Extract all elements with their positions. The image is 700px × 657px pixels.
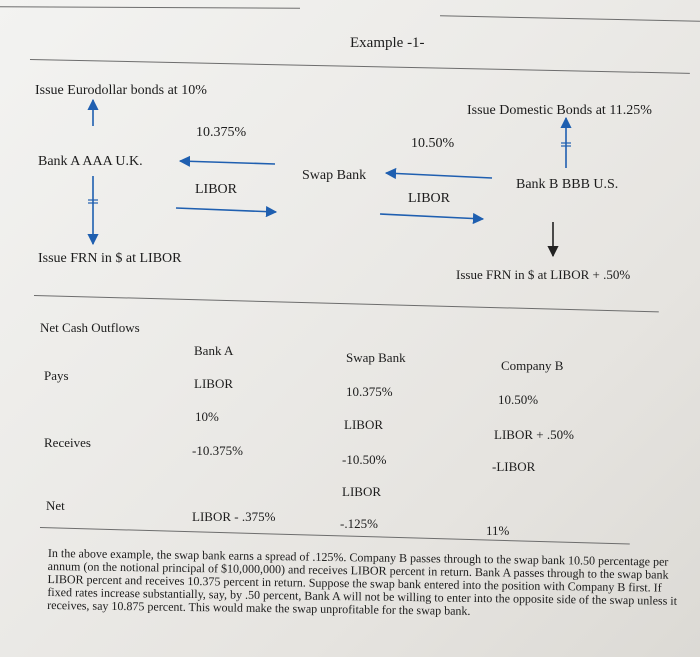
- libor-bank-b-receives: LIBOR: [408, 191, 450, 206]
- swap-bank-receives-libor: LIBOR: [342, 484, 381, 499]
- bank-a-pays-libor: LIBOR: [194, 376, 233, 391]
- rate-bank-b-pays: 10.50%: [411, 136, 455, 151]
- row-label-net: Net: [46, 498, 65, 513]
- bank-b-frn-issue: Issue FRN in $ at LIBOR + .50%: [456, 267, 631, 282]
- arrow-bank-b-to-swap: [386, 173, 492, 178]
- arrow-bank-a-to-swap: [176, 208, 276, 212]
- column-header-swap-bank: Swap Bank: [346, 350, 406, 365]
- column-header-bank-a: Bank A: [194, 343, 234, 358]
- arrow-swap-to-bank-b: [380, 214, 483, 219]
- bank-a-net: LIBOR - .375%: [192, 509, 276, 524]
- row-label-receives: Receives: [44, 435, 91, 450]
- company-b-receives: -LIBOR: [492, 459, 536, 474]
- swap-bank-pays-fixed: 10.375%: [346, 384, 393, 399]
- arrow-swap-to-bank-a: [180, 161, 275, 164]
- swap-bank-label: Swap Bank: [302, 168, 367, 183]
- bank-a-label: Bank A AAA U.K.: [38, 154, 143, 169]
- bank-b-label: Bank B BBB U.S.: [516, 177, 619, 192]
- rate-bank-a-receives: 10.375%: [196, 125, 247, 140]
- company-b-net: 11%: [486, 523, 510, 538]
- swap-bank-receives-fixed: -10.50%: [342, 452, 387, 467]
- bank-a-frn-issue: Issue FRN in $ at LIBOR: [38, 251, 182, 266]
- explanation-paragraph: In the above example, the swap bank earns a spread of .125%. Company B passes through to the swap bank 10.50 percentage per annum (on the notional principal of $10,000,000) and receives LIBOR percent in return. Bank A passes through to the swap bank LIBOR percent and receives 10.375 percent in return. Suppose the swap bank entered into the position with Company B first. If fixed rates increase substantially, say, by .50 percent, Bank A will not be willing to enter into the opposite side of the swap unless it receives, say 10.875 percent. This would make the swap unprofitable for the swap bank.: [47, 546, 678, 618]
- bank-b-bond-issue: Issue Domestic Bonds at 11.25%: [467, 103, 652, 118]
- row-label-pays: Pays: [44, 368, 69, 383]
- swap-bank-pays-libor: LIBOR: [344, 417, 383, 432]
- page-title: Example -1-: [350, 35, 425, 51]
- bank-a-pays-fixed: 10%: [195, 409, 219, 424]
- column-header-company-b: Company B: [501, 358, 564, 373]
- bank-a-receives: -10.375%: [192, 443, 243, 458]
- libor-bank-a-pays: LIBOR: [195, 182, 237, 197]
- bank-a-bond-issue: Issue Eurodollar bonds at 10%: [35, 83, 207, 98]
- swap-bank-net: -.125%: [340, 516, 378, 531]
- company-b-pays-libor: LIBOR + .50%: [494, 427, 574, 442]
- table-heading: Net Cash Outflows: [40, 320, 140, 335]
- company-b-pays-fixed: 10.50%: [498, 392, 539, 407]
